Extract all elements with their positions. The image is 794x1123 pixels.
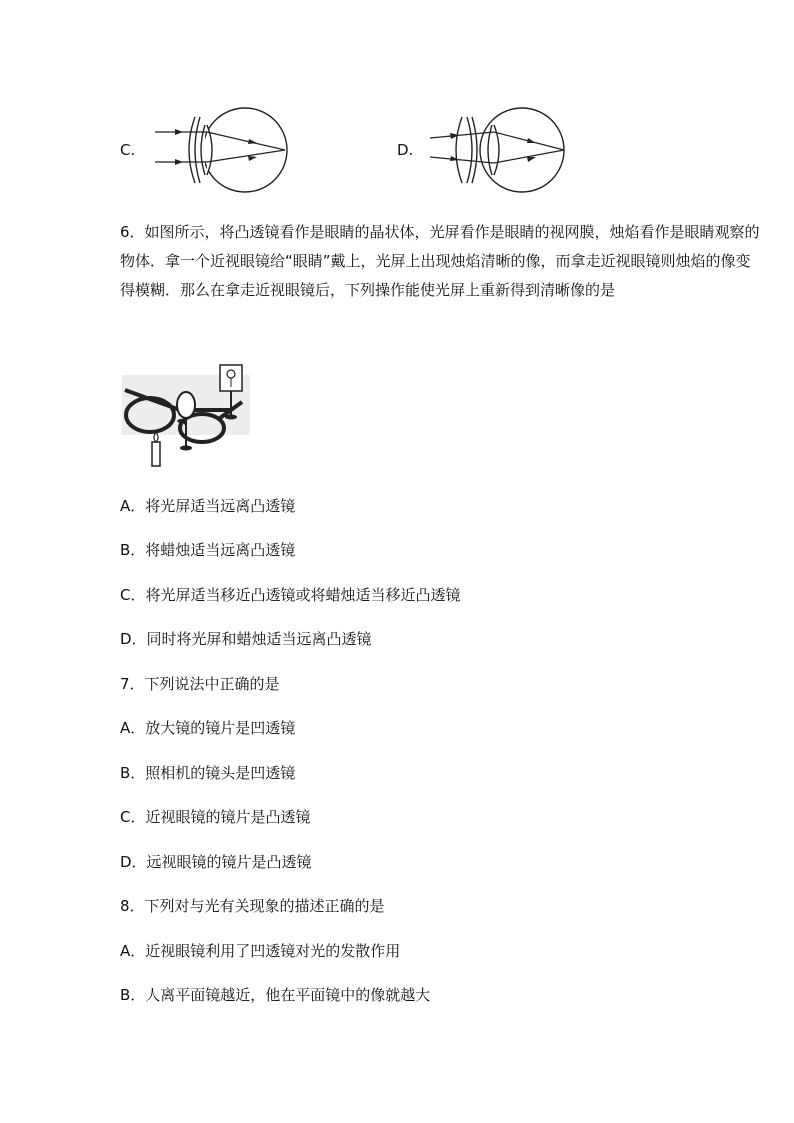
q6-option-b: B．将蜡烛适当远离凸透镜: [120, 541, 296, 559]
question-6-text: 6．如图所示，将凸透镜看作是眼睛的晶状体，光屏看作是眼睛的视网膜，烛焰看作是眼睛观察的物体．拿一个近视眼镜给“眼睛”戴上，光屏上出现烛焰清晰的像，而拿走近视眼镜则烛焰的像变得模糊．那么在拿走近视眼镜后，下列操作能使光屏上重新得到清晰像的是: [120, 223, 760, 299]
q7-option-d: D．远视眼镜的镜片是凸透镜: [120, 853, 312, 871]
eye-diagram-c: [145, 105, 295, 195]
q7-option-c: C．近视眼镜的镜片是凸透镜: [120, 808, 311, 826]
glasses-experiment-illustration: [120, 360, 255, 470]
q7-option-b: B．照相机的镜头是凹透镜: [120, 764, 296, 782]
q6-option-c: C．将光屏适当移近凸透镜或将蜡烛适当移近凸透镜: [120, 586, 461, 604]
q7-option-a: A．放大镜的镜片是凹透镜: [120, 719, 296, 737]
question-8-stem: 8．下列对与光有关现象的描述正确的是: [120, 897, 385, 915]
q8-option-b: B．人离平面镜越近，他在平面镜中的像就越大: [120, 986, 431, 1004]
eye-diagram-d: [422, 105, 572, 195]
question-7-stem: 7．下列说法中正确的是: [120, 675, 280, 693]
option-c-label: C.: [120, 141, 136, 159]
q6-option-a: A．将光屏适当远离凸透镜: [120, 497, 296, 515]
option-d-label: D.: [397, 141, 414, 159]
q6-option-d: D．同时将光屏和蜡烛适当远离凸透镜: [120, 630, 372, 648]
q8-option-a: A．近视眼镜利用了凹透镜对光的发散作用: [120, 942, 401, 960]
